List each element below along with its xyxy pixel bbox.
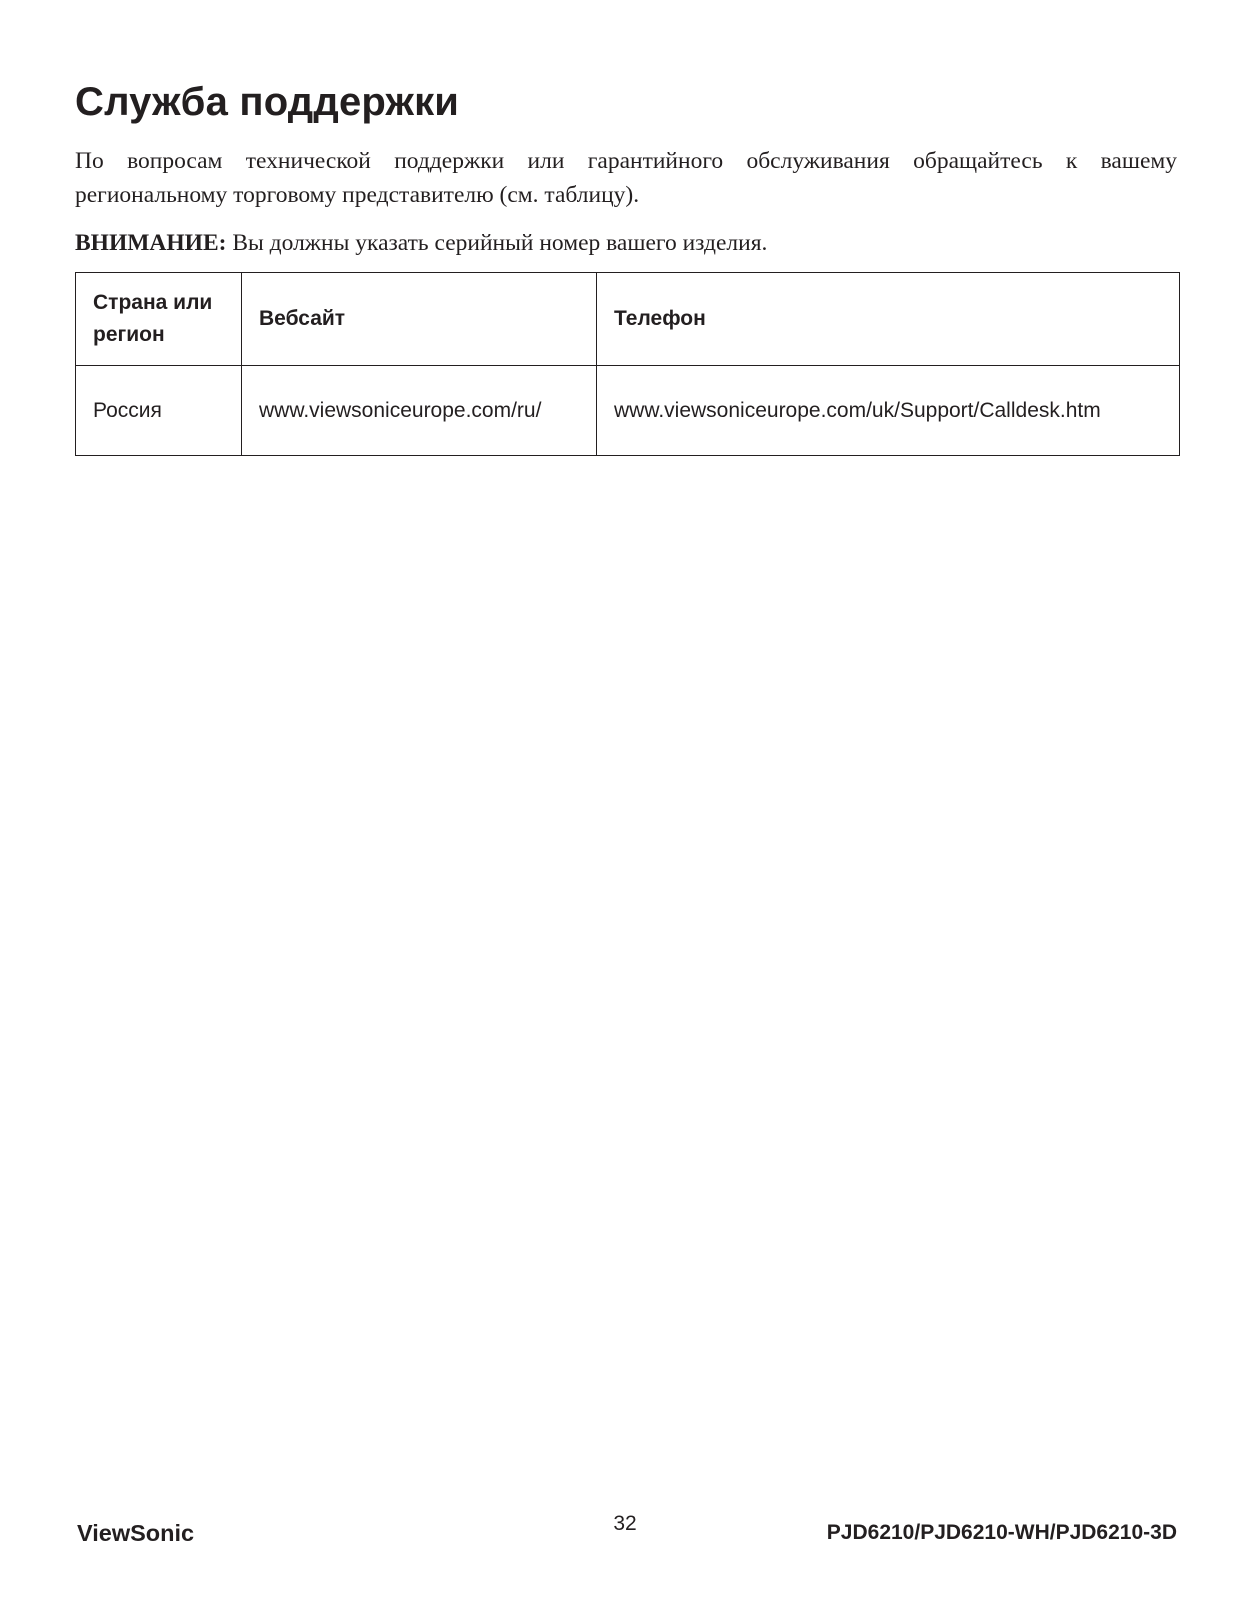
footer-brand: ViewSonic xyxy=(77,1520,195,1546)
cell-website-link[interactable]: www.viewsoniceurope.com/ru/ xyxy=(242,366,597,456)
page-number: 32 xyxy=(613,1512,637,1535)
cell-phone-link[interactable]: www.viewsoniceurope.com/uk/Support/Calldesk.htm xyxy=(597,366,1180,456)
page-title: Служба поддержки xyxy=(75,80,460,124)
table-row xyxy=(76,366,1180,456)
header-website: Вебсайт xyxy=(242,273,597,366)
header-phone: Телефон xyxy=(597,273,1180,366)
notice-text: Вы должны указать серийный номер вашего изделия. xyxy=(226,230,768,256)
notice-paragraph xyxy=(75,226,1177,260)
support-table xyxy=(75,272,1180,456)
header-country: Страна или регион xyxy=(76,273,242,366)
notice-label: ВНИМАНИЕ: xyxy=(75,230,227,256)
intro-paragraph: По вопросам технической поддержки или гарантийного обслуживания обращайтесь к вашему региональному торговому представителю (см. таблицу). xyxy=(75,148,1177,208)
cell-country: Россия xyxy=(76,366,242,456)
table-header-row xyxy=(76,273,1180,366)
footer-model: PJD6210/PJD6210-WH/PJD6210-3D xyxy=(826,1521,1177,1544)
